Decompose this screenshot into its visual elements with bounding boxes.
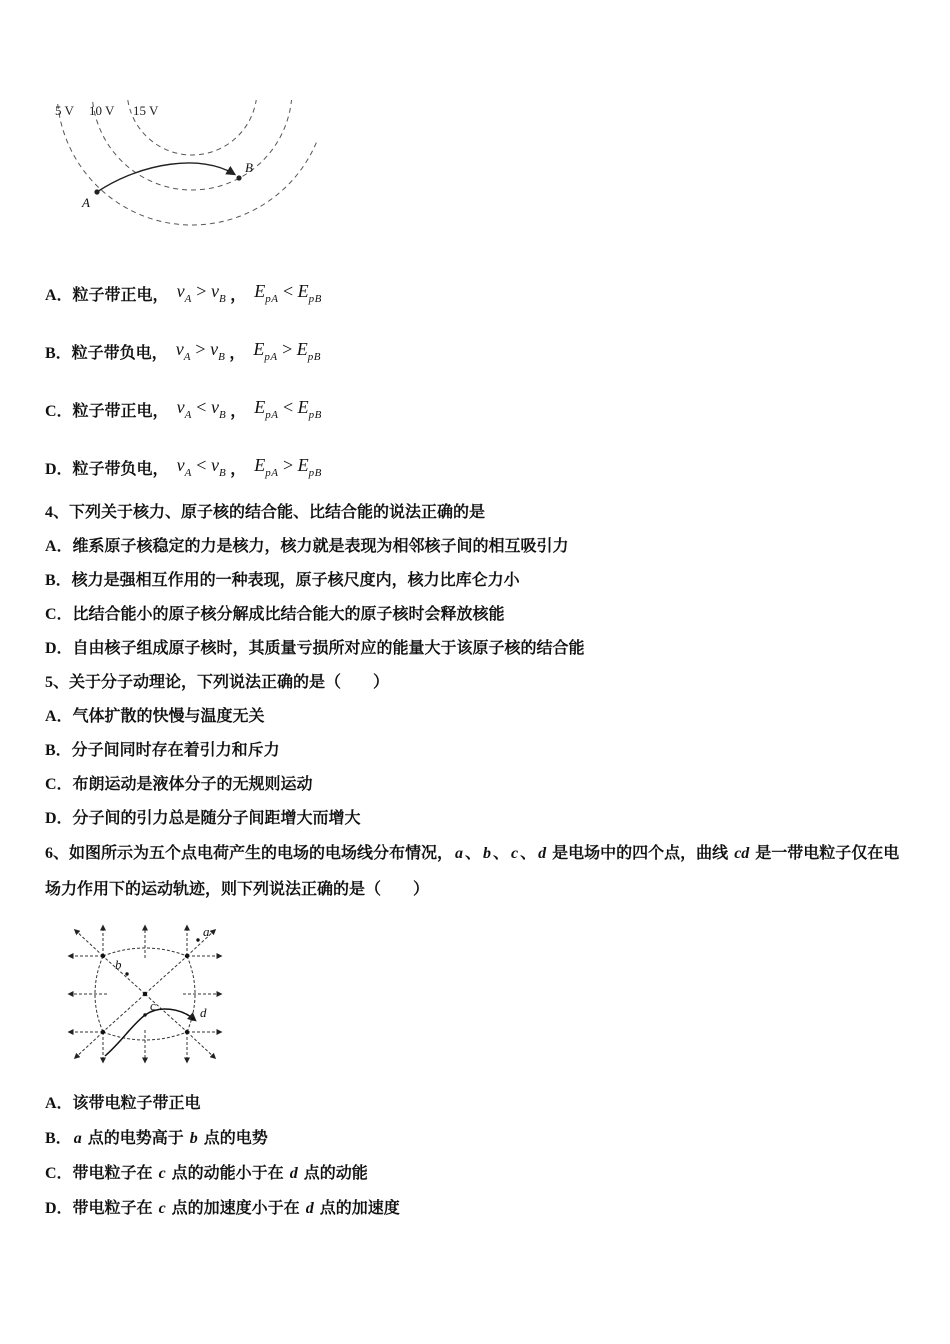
option-text: D．粒子带负电， xyxy=(45,460,169,478)
potential-label-5v: 5 V xyxy=(55,103,74,118)
q5-option-b: B．分子间同时存在着引力和斥力 xyxy=(45,742,280,759)
q4-option-c: C．比结合能小的原子核分解成比结合能大的原子核时会释放核能 xyxy=(45,606,505,623)
q3-option-a xyxy=(45,264,905,322)
option-text: A．粒子带正电， xyxy=(45,286,169,304)
q3-option-b xyxy=(45,322,905,380)
point-b-label: B xyxy=(245,160,253,175)
velocity-comparison: $v_A > v_B$ xyxy=(175,339,226,363)
field-lines-diagram xyxy=(55,914,235,1074)
question-4-stem: 4、下列关于核力、原子核的结合能、比结合能的说法正确的是 xyxy=(45,504,486,521)
q5-option-d: D．分子间的引力总是随分子间距增大而增大 xyxy=(45,810,361,827)
question-3-options xyxy=(45,264,905,496)
energy-comparison: $E_{pA} > E_{pB}$ xyxy=(253,339,321,363)
energy-comparison: $E_{pA} > E_{pB}$ xyxy=(254,455,322,479)
q4-option-b: B．核力是强相互作用的一种表现，原子核尺度内，核力比库仑力小 xyxy=(45,572,520,589)
option-text: C．粒子带正电， xyxy=(45,402,169,420)
q6-option-c: C．带电粒子在 c 点的动能小于在 d 点的动能 xyxy=(45,1165,368,1182)
q3-option-c xyxy=(45,380,905,438)
q4-option-a: A．维系原子核稳定的力是核力，核力就是表现为相邻核子间的相互吸引力 xyxy=(45,538,569,555)
point-b-dot xyxy=(236,175,241,180)
point-c-label: c xyxy=(150,998,156,1013)
potential-label-10v: 10 V xyxy=(89,103,115,118)
point-a-label: A xyxy=(82,195,90,210)
velocity-comparison: $v_A < v_B$ xyxy=(176,455,227,479)
equipotential-diagram xyxy=(47,100,317,250)
question-5 xyxy=(45,666,905,836)
velocity-comparison: $v_A > v_B$ xyxy=(176,281,227,305)
separator: ， xyxy=(230,460,247,478)
question-5-stem: 5、关于分子动理论，下列说法正确的是（ ） xyxy=(45,674,390,691)
velocity-comparison: $v_A < v_B$ xyxy=(176,397,227,421)
point-b-label: b xyxy=(115,957,122,972)
q5-option-c: C．布朗运动是液体分子的无规则运动 xyxy=(45,776,313,793)
separator: ， xyxy=(230,286,247,304)
point-d-label: d xyxy=(200,1005,207,1020)
point-a-label: a xyxy=(203,924,210,939)
potential-label-15v: 15 V xyxy=(133,103,159,118)
trajectory-cd xyxy=(105,1009,195,1056)
q6-option-a: A．该带电粒子带正电 xyxy=(45,1095,201,1112)
q6-option-b: B． a 点的电势高于 b 点的电势 xyxy=(45,1130,268,1147)
point-a-dot xyxy=(94,189,99,194)
q5-option-a: A．气体扩散的快慢与温度无关 xyxy=(45,708,265,725)
question-6-stem: 6、如图所示为五个点电荷产生的电场的电场线分布情况， a 、 b 、 c 、 d 是电场中的四个点，曲线 cd 是一带电粒子仅在电场力作用下的运动轨迹，则下列说法正确的是（ ） xyxy=(45,845,900,898)
q4-option-d: D．自由核子组成原子核时，其质量亏损所对应的能量大于该原子核的结合能 xyxy=(45,640,585,657)
question-6-options xyxy=(45,1086,905,1226)
energy-comparison: $E_{pA} < E_{pB}$ xyxy=(254,397,322,421)
separator: ， xyxy=(230,402,247,420)
q3-option-d xyxy=(45,438,905,496)
energy-comparison: $E_{pA} < E_{pB}$ xyxy=(254,281,322,305)
separator: ， xyxy=(229,344,246,362)
option-text: B．粒子带负电， xyxy=(45,344,168,362)
q6-option-d: D．带电粒子在 c 点的加速度小于在 d 点的加速度 xyxy=(45,1200,400,1217)
question-6 xyxy=(45,836,905,1226)
question-4 xyxy=(45,496,905,666)
